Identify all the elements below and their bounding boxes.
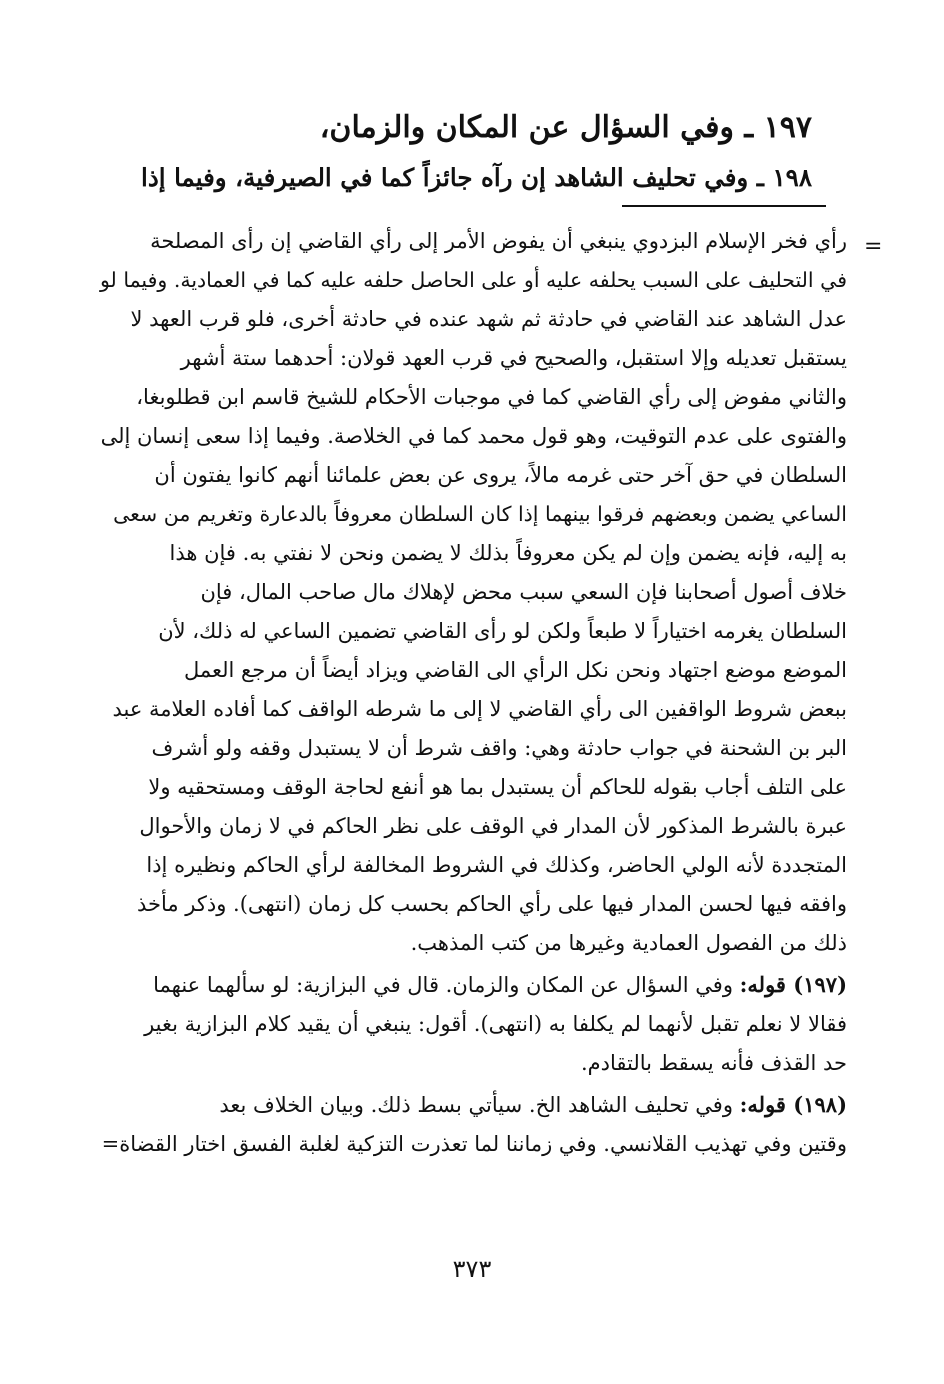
note-ref: (١٩٧) قوله: — [739, 972, 847, 997]
note-198-line-1: (١٩٨) قوله: وفي تحليف الشاهد الخ. سيأتي بسط ذلك. وبيان الخلاف بعد — [219, 1092, 847, 1117]
commentary-line: ذلك من الفصول العمادية وغيرها من كتب المذهب. — [410, 931, 847, 955]
note-ref: (١٩٨) قوله: — [739, 1092, 847, 1117]
commentary-line: على التلف أجاب بقوله للحاكم أن يستبدل بما هو أنفع لحاجة الوقف ومستحقيه ولا — [148, 775, 847, 799]
commentary-line: البر بن الشحنة في جواب حادثة وهي: واقف شرط أن لا يستبدل وقفه ولو أشرف — [151, 736, 847, 760]
commentary-line: يستقبل تعديله وإلا استقبل، والصحيح في قرب العهد قولان: أحدهما ستة أشهر — [180, 346, 847, 370]
footnote-separator — [622, 205, 826, 207]
note-197-line-3: حد القذف فأنه يسقط بالتقادم. — [580, 1051, 847, 1075]
page-number: ٣٧٣ — [452, 1255, 492, 1283]
commentary-line: به إليه، فإنه يضمن وإن لم يكن معروفاً بذلك لا يضمن ونحن لا نفتي به. فإن هذا — [169, 541, 847, 565]
commentary-line: عدل الشاهد عند القاضي في حادثة ثم شهد عنده في حادثة أخرى، فلو قرب العهد لا — [130, 307, 847, 331]
commentary-line: والفتوى على عدم التوقيت، وهو قول محمد كما في الخلاصة. وفيما إذا سعى إنسان إلى — [100, 424, 847, 448]
note-198-line-2: وقتين وفي تهذيب القلانسي. وفي زماننا لما تعذرت التزكية لغلبة الفسق اختار القضاة= — [101, 1132, 847, 1156]
commentary-line: عبرة بالشرط المذكور لأن المدار في الوقف على نظر الحاكم في لا زمان والأحوال — [139, 814, 847, 838]
commentary-line: والثاني مفوض إلى رأي القاضي كما في موجبات الأحكام للشيخ قاسم ابن قطلوبغا، — [136, 385, 847, 409]
commentary-line: في التحليف على السبب يحلفه عليه أو على الحاصل حلفه عليه كما في العمادية. وفيما لو — [99, 268, 847, 292]
commentary-line: رأي فخر الإسلام البزدوي ينبغي أن يفوض الأمر إلى رأي القاضي إن رأى المصلحة — [150, 229, 847, 253]
commentary-line: المتجددة لأنه الولي الحاضر، وكذلك في الشروط المخالفة لرأي الحاكم ونظيره إذا — [146, 853, 847, 877]
commentary-line: وافقه فيها لحسن المدار فيها على رأي الحاكم بحسب كل زمان (انتهى). وذكر مأخذ — [136, 892, 847, 916]
commentary-line: السلطان يغرمه اختياراً لا طبعاً ولكن لو رأى القاضي تضمين الساعي له ذلك، لأن — [158, 619, 847, 643]
matn-line-198: ١٩٨ ـ وفي تحليف الشاهد إن رآه جائزاً كما في الصيرفية، وفيما إذا — [141, 163, 812, 192]
commentary-line: ببعض شروط الواقفين الى رأي القاضي لا إلى ما شرطه الواقف كما أفاده العلامة عبد — [112, 697, 847, 721]
commentary-line: الموضع موضع اجتهاد ونحن نكل الرأي الى القاضي ويزاد أيضاً أن مرجع العمل — [183, 658, 847, 682]
commentary-line: الساعي يضمن وبعضهم فرقوا بينهما إذا كان السلطان معروفاً بالدعارة وتغريم من سعى — [113, 502, 847, 526]
note-197-line-2: فقالا لا نعلم تقبل لأنهما لم يكلفا به (انتهى). أقول: ينبغي أن يقيد كلام البزازية بغير — [144, 1012, 847, 1036]
commentary-line: خلاف أصول أصحابنا فإن السعي سبب محض لإهلاك مال صاحب المال، فإن — [200, 580, 847, 604]
continuation-mark: = — [864, 234, 883, 259]
note-197-line-1: (١٩٧) قوله: وفي السؤال عن المكان والزمان. قال في البزازية: لو سألهما عنهما — [153, 972, 847, 997]
commentary-line: السلطان في حق آخر حتى غرمه مالاً، يروى عن بعض علمائنا أنهم كانوا يفتون أن — [154, 463, 847, 487]
matn-line-197: ١٩٧ ـ وفي السؤال عن المكان والزمان، — [319, 110, 812, 145]
